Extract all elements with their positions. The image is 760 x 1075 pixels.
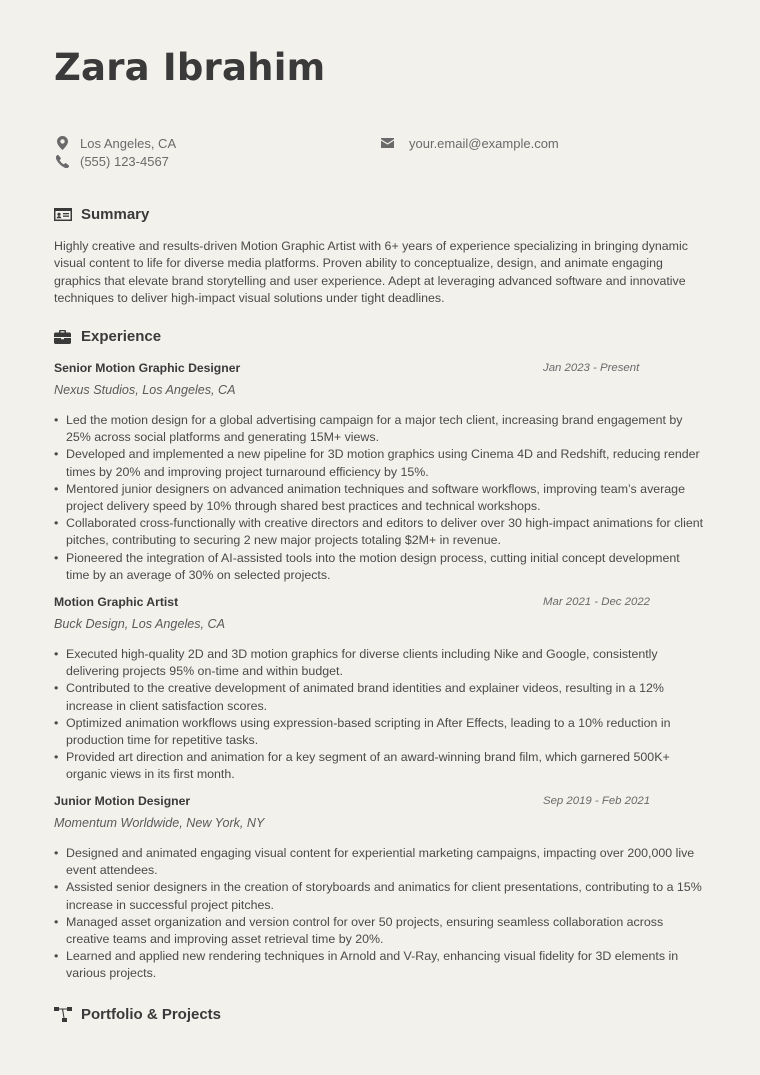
location-text: Los Angeles, CA [80, 135, 177, 151]
experience-heading-text: Experience [81, 328, 162, 345]
bullet-item: • Provided art direction and animation for a key segment of an award-winning brand film, which garnered 500K+ organic views in its first month. [54, 749, 706, 783]
email-link[interactable]: your.email@example.com [409, 135, 559, 151]
job-dates: Sep 2019 - Feb 2021 [543, 795, 651, 807]
bullet-item: • Developed and implemented a new pipeline for 3D motion graphics using Cinema 4D and Redshift, reducing render times by 20% and improving project turnaround efficiency by 15%. [54, 446, 706, 480]
bullet-item: • Pioneered the integration of AI-assisted tools into the motion design process, cutting initial concept development time by an average of 30% on selected projects. [54, 550, 706, 584]
job-title: Motion Graphic Artist [54, 595, 179, 609]
job-bullets [54, 845, 706, 983]
bullet-item: • Designed and animated engaging visual content for experiential marketing campaigns, impacting over 200,000 live event attendees. [54, 845, 706, 879]
job-bullets [54, 412, 706, 584]
sitemap-icon [54, 1007, 72, 1023]
bullet-item: • Led the motion design for a global advertising campaign for a major tech client, increasing brand engagement by 25% across social platforms and generating 15M+ views. [54, 412, 706, 446]
candidate-name: Zara Ibrahim [54, 46, 326, 89]
job-dates: Mar 2021 - Dec 2022 [543, 596, 651, 608]
bullet-item: • Collaborated cross-functionally with creative directors and editors to deliver over 30 high-impact animations for client pitches, contributing to securing 2 new major projects totaling $2M+ in revenue. [54, 515, 706, 549]
job-company: Momentum Worldwide, New York, NY [54, 816, 265, 830]
bullet-item: • Contributed to the creative development of animated brand identities and explainer videos, resulting in a 12% increase in client satisfaction scores. [54, 680, 706, 714]
contact-phone [54, 153, 169, 169]
bullet-item: • Managed asset organization and version control for over 50 projects, ensuring seamless collaboration across creative teams and improving asset retrieval time by 20%. [54, 914, 706, 948]
job-title: Senior Motion Graphic Designer [54, 361, 241, 375]
bullet-item: • Mentored junior designers on advanced animation techniques and software workflows, improving team’s average project delivery speed by 10% through shared best practices and technical workshops. [54, 481, 706, 515]
summary-text: Highly creative and results-driven Motion Graphic Artist with 6+ years of experience specializing in bringing dynamic visual content to life for diverse media platforms. Proven ability to conceptualize, design, and animate engaging graphics that elevate brand storytelling and user experience. Adept at leveraging advanced software and innovative techniques to deliver high-impact visual solutions under tight deadlines. [54, 239, 688, 305]
job-title: Junior Motion Designer [54, 794, 191, 808]
bullet-item: • Executed high-quality 2D and 3D motion graphics for diverse clients including Nike and Google, consistently delivering projects 95% on-time and within budget. [54, 646, 706, 680]
job-dates: Jan 2023 - Present [543, 362, 640, 374]
job-bullets [54, 646, 706, 784]
contact-email [379, 135, 559, 151]
envelope-icon [379, 135, 395, 151]
phone-text: (555) 123-4567 [80, 153, 169, 169]
experience-heading [54, 328, 161, 345]
map-pin-icon [54, 135, 70, 151]
summary-heading [54, 206, 149, 223]
job-company: Nexus Studios, Los Angeles, CA [54, 383, 236, 397]
portfolio-heading-text: Portfolio & Projects [81, 1006, 222, 1023]
bullet-item: • Optimized animation workflows using expression-based scripting in After Effects, leading to a 10% reduction in production time for repetitive tasks. [54, 715, 706, 749]
bullet-item: • Learned and applied new rendering techniques in Arnold and V-Ray, enhancing visual fidelity for 3D elements in various projects. [54, 948, 706, 982]
portfolio-heading [54, 1006, 221, 1023]
id-card-icon [54, 207, 72, 223]
bullet-item: • Assisted senior designers in the creation of storyboards and animatics for client presentations, contributing to a 15% increase in successful project pitches. [54, 879, 706, 913]
contact-location [54, 135, 176, 151]
summary-heading-text: Summary [81, 206, 150, 223]
job-company: Buck Design, Los Angeles, CA [54, 617, 226, 631]
briefcase-icon [54, 329, 72, 345]
phone-icon [54, 153, 70, 169]
